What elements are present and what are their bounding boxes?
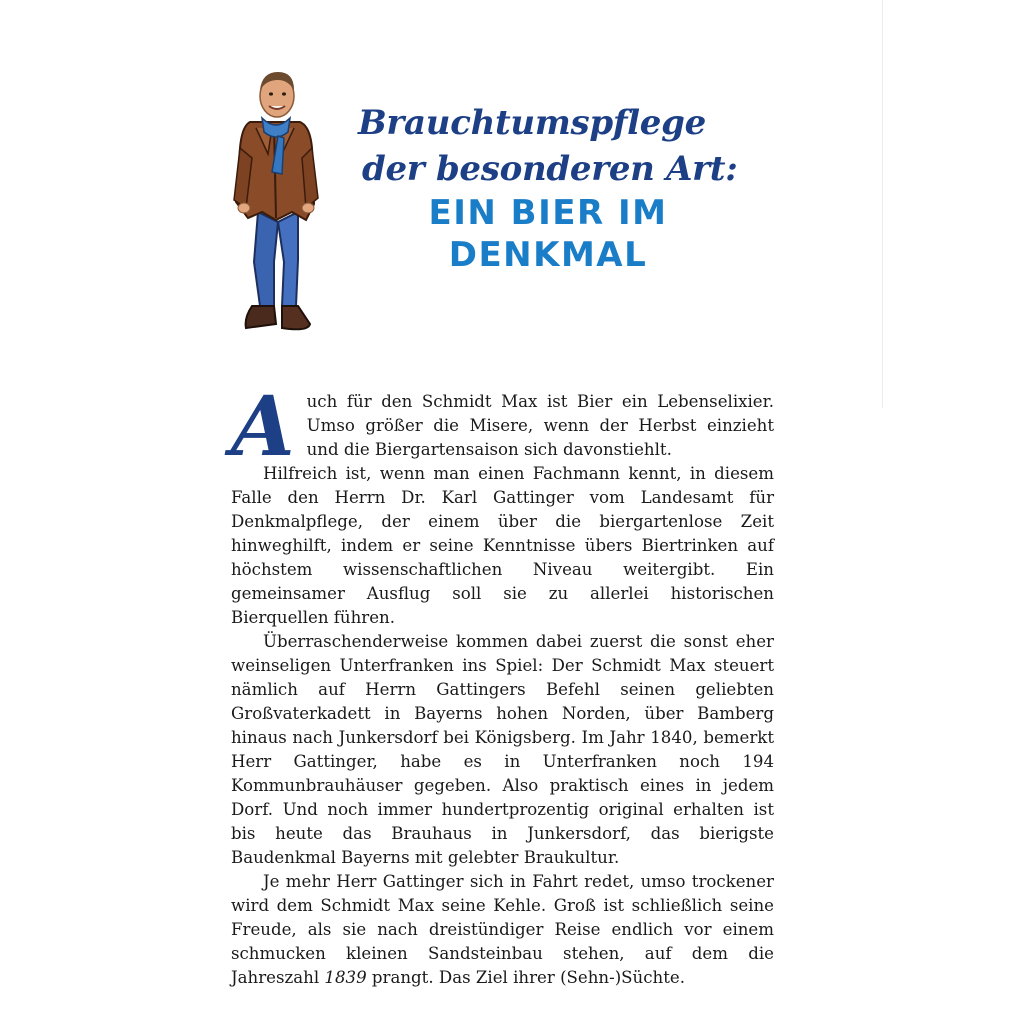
paragraph-4-text-a: Je mehr Herr Gattinger sich in Fahrt redet, umso trockener wird dem Schmidt Max seine Kehle. Groß ist schließlich seine Freude, als sie nach dreistündiger Reise endlich vor einem schmucken kleinen Sandsteinbau stehen, auf dem die Jahreszahl bbox=[231, 872, 774, 987]
title-script-line-1: Brauchtumspflege bbox=[358, 103, 706, 143]
title-caps-line-1: EIN BIER IM bbox=[428, 193, 668, 233]
paragraph-2: Hilfreich ist, wenn man einen Fachmann kennt, in diesem Falle den Herrn Dr. Karl Gattinger vom Landesamt für Denkmalpflege, der einem über die biergartenlose Zeit hinweghilft, indem er seine Kenntnisse übers Biertrinken auf höchstem wissenschaftlichen Niveau weitergibt. Ein gemeinsamer Ausflug soll sie zu allerlei historischen Bierquellen führen. bbox=[231, 464, 774, 627]
paragraph-1 bbox=[231, 379, 774, 475]
paragraph-4-text-b: prangt. Das Ziel ihrer (Sehn-)Süchte. bbox=[366, 968, 685, 987]
paragraph-4 bbox=[231, 870, 774, 990]
title-caps-line-2: DENKMAL bbox=[448, 235, 648, 275]
dropcap-letter: A bbox=[231, 379, 295, 475]
paragraph-3: Überraschenderweise kommen dabei zuerst die sonst eher weinseligen Unterfranken ins Spiel: Der Schmidt Max steuert nämlich auf Herrn Gattingers Befehl seinen geliebten Großvaterkadett in Bayerns hohen Norden, über Bamberg hinaus nach Junkersdorf bei Königsberg. Im Jahr 1840, bemerkt Herr Gattinger, habe es in Unterfranken noch 194 Kommunbrauhäuser gegeben. Also praktisch eines in jedem Dorf. Und noch immer hundertprozentig original erhalten ist bis heute das Brauhaus in Junkersdorf, das bierigste Baudenkmal Bayerns mit gelebter Braukultur. bbox=[231, 632, 774, 867]
cartoon-man-leather-jacket-icon bbox=[222, 62, 330, 342]
title-script bbox=[358, 100, 788, 192]
title-script-line-2: der besonderen Art: bbox=[362, 149, 738, 189]
year-1839: 1839 bbox=[324, 968, 367, 987]
article-body bbox=[231, 379, 774, 990]
paragraph-1-text: uch für den Schmidt Max ist Bier ein Lebenselixier. Umso größer die Misere, wenn der Herbst einzieht und die Biergartensaison sich davonstiehlt. bbox=[306, 392, 774, 459]
title-caps bbox=[398, 192, 698, 276]
page-edge-line bbox=[882, 0, 883, 408]
